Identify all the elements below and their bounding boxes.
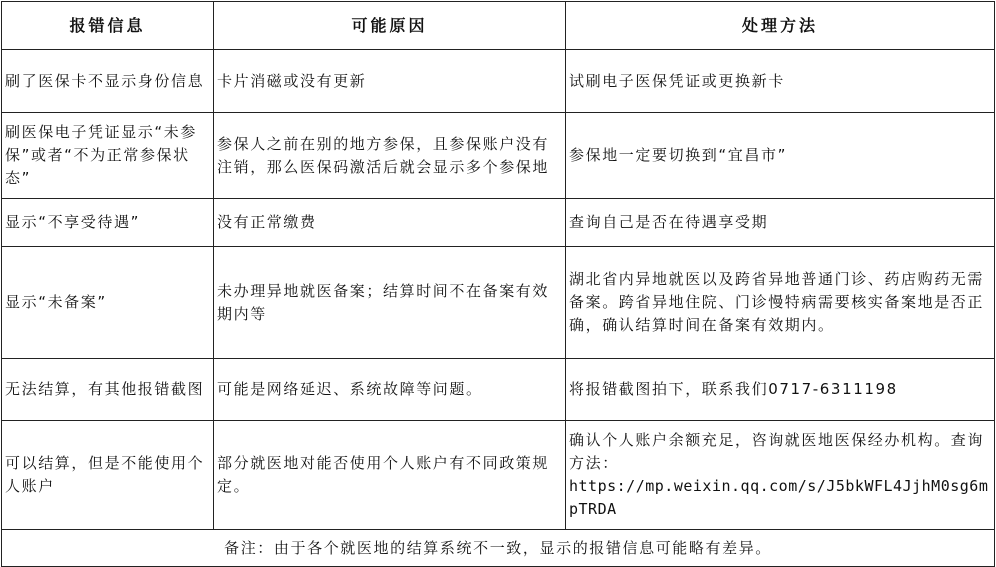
table-header-row xyxy=(2,2,995,50)
error-table xyxy=(1,1,995,567)
error-message-cell: 显示“不享受待遇” xyxy=(2,199,214,247)
footer-note: 备注：由于各个就医地的结算系统不一致，显示的报错信息可能略有差异。 xyxy=(2,530,995,567)
error-message-cell: 无法结算，有其他报错截图 xyxy=(2,359,214,421)
cause-cell: 参保人之前在别的地方参保，且参保账户没有注销，那么医保码激活后就会显示多个参保地 xyxy=(214,113,566,199)
error-message-cell: 刷医保电子凭证显示“未参保”或者“不为正常参保状态” xyxy=(2,113,214,199)
solution-cell: 湖北省内异地就医以及跨省异地普通门诊、药店购药无需备案。跨省异地住院、门诊慢特病需要核实备案地是否正确，确认结算时间在备案有效期内。 xyxy=(566,247,995,359)
cause-cell: 可能是网络延迟、系统故障等问题。 xyxy=(214,359,566,421)
solution-cell xyxy=(566,421,995,530)
solution-cell: 将报错截图拍下，联系我们0717-6311198 xyxy=(566,359,995,421)
cause-cell: 部分就医地对能否使用个人账户有不同政策规定。 xyxy=(214,421,566,530)
cause-cell: 没有正常缴费 xyxy=(214,199,566,247)
cause-cell: 卡片消磁或没有更新 xyxy=(214,50,566,113)
error-message-cell: 可以结算，但是不能使用个人账户 xyxy=(2,421,214,530)
error-message-cell: 刷了医保卡不显示身份信息 xyxy=(2,50,214,113)
solution-cell: 参保地一定要切换到“宜昌市” xyxy=(566,113,995,199)
query-method-link[interactable]: https://mp.weixin.qq.com/s/J5bkWFL4JjhM0sg6mpTRDA xyxy=(569,477,989,518)
table-row xyxy=(2,247,995,359)
solution-cell: 试刷电子医保凭证或更换新卡 xyxy=(566,50,995,113)
table-row xyxy=(2,50,995,113)
table-row xyxy=(2,421,995,530)
table-row xyxy=(2,199,995,247)
error-message-cell: 显示“未备案” xyxy=(2,247,214,359)
header-error-message: 报错信息 xyxy=(2,2,214,50)
solution-cell: 查询自己是否在待遇享受期 xyxy=(566,199,995,247)
solution-text: 确认个人账户余额充足，咨询就医地医保经办机构。查询方法： xyxy=(569,431,985,472)
footer-note-row xyxy=(2,530,995,567)
table-row xyxy=(2,113,995,199)
table-row xyxy=(2,359,995,421)
header-solution: 处理方法 xyxy=(566,2,995,50)
cause-cell: 未办理异地就医备案；结算时间不在备案有效期内等 xyxy=(214,247,566,359)
header-possible-cause: 可能原因 xyxy=(214,2,566,50)
